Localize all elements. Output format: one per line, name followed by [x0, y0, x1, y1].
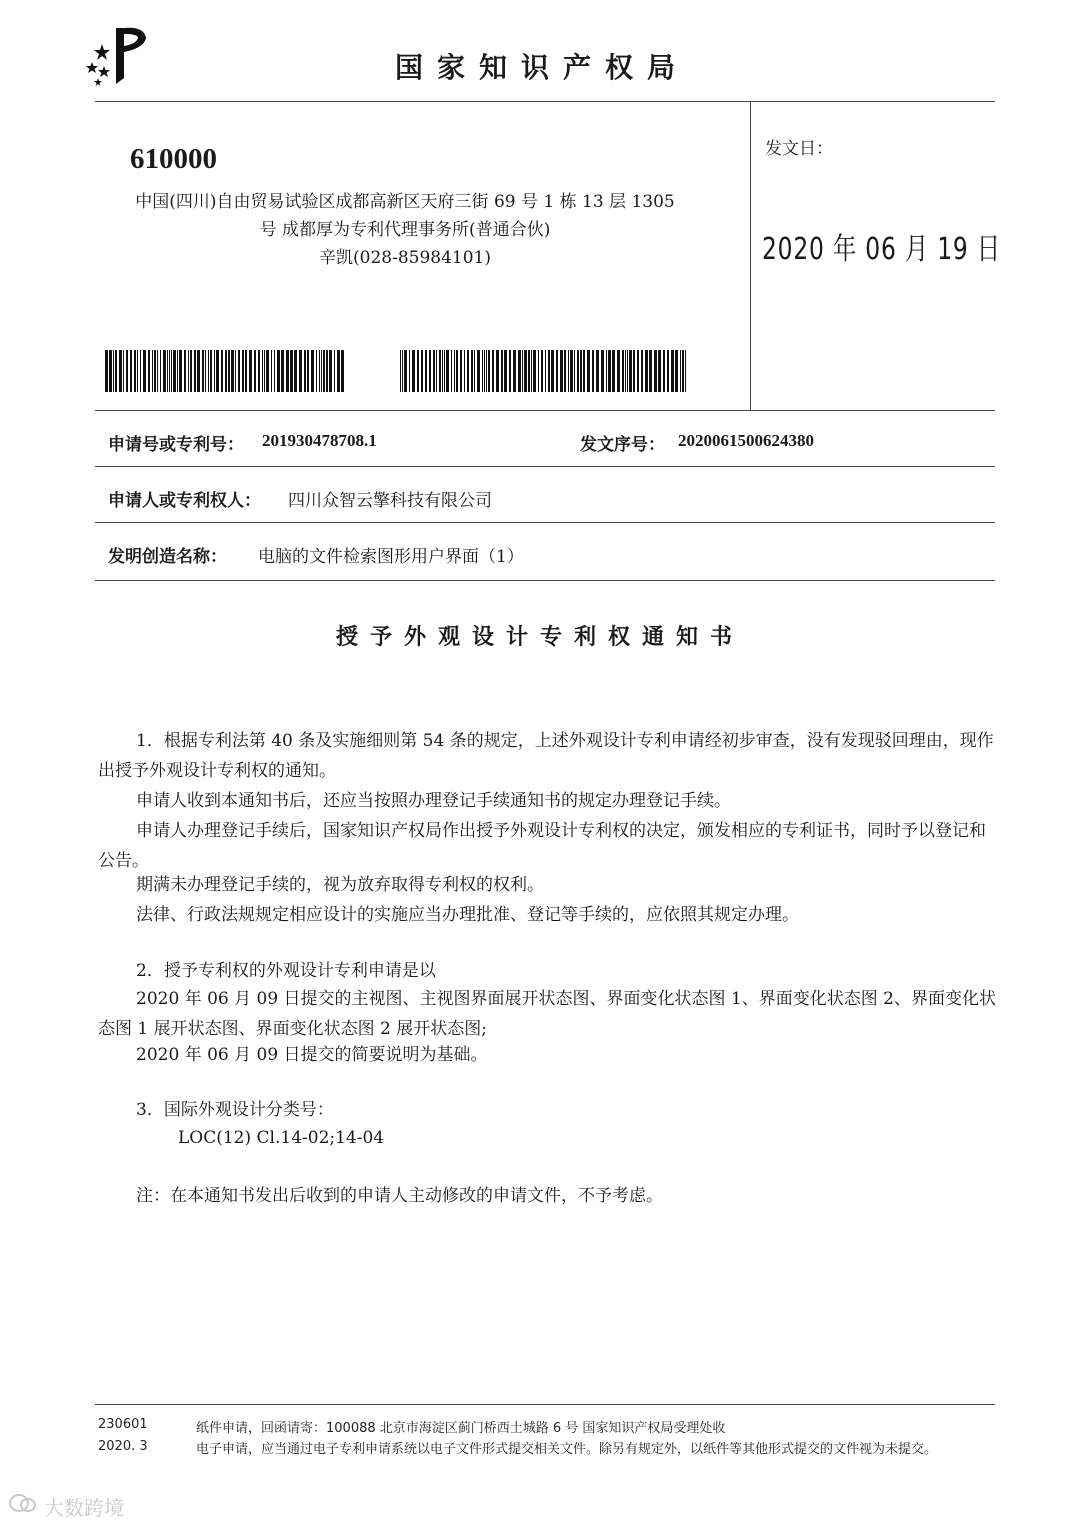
- classification-code: LOC(12) Cl.14-02;14-04: [178, 1128, 385, 1148]
- application-number: 201930478708.1: [262, 431, 377, 450]
- applicant-label: 申请人或专利权人：: [108, 491, 261, 511]
- divider-3: [95, 522, 995, 523]
- paragraph-4: 期满未办理登记手续的，视为放弃取得专利权的权利。: [136, 875, 544, 895]
- footer-divider: [95, 1404, 995, 1405]
- issue-date-label: 发文日：: [765, 139, 833, 159]
- address-line-1: 中国(四川)自由贸易试验区成都高新区天府三街 69 号 1 栋 13 层 1305: [135, 192, 675, 212]
- watermark: [8, 1492, 124, 1521]
- invention-title: 电脑的文件检索图形用户界面（1）: [258, 547, 524, 567]
- barcode-2: [400, 350, 688, 392]
- document-title: 授予外观设计专利权通知书: [335, 625, 744, 650]
- serial-number-label: 发文序号：: [580, 435, 665, 455]
- paragraph-2: 申请人收到本通知书后，还应当按照办理登记手续通知书的规定办理登记手续。: [136, 791, 731, 811]
- paragraph-5: 法律、行政法规规定相应设计的实施应当办理批准、登记等手续的，应依照其规定办理。: [136, 905, 799, 925]
- form-version: 2020. 3: [98, 1439, 148, 1454]
- footer-e-filing: 电子申请，应当通过电子专利申请系统以电子文件形式提交相关文件。除另有规定外，以纸件等其他形式提交的文件视为未提交。: [196, 1442, 938, 1457]
- invention-title-label: 发明创造名称：: [108, 547, 227, 567]
- header-divider: [95, 101, 995, 102]
- chat-bubble-icon: [8, 1492, 38, 1521]
- cnipa-logo-icon: [78, 22, 168, 92]
- paragraph-1: 1．根据专利法第 40 条及实施细则第 54 条的规定，上述外观设计专利申请经初步审查，没有发现驳回理由，现作出授予外观设计专利权的通知。: [98, 731, 994, 781]
- vertical-divider: [750, 102, 751, 410]
- divider-4: [95, 580, 995, 581]
- office-name: 国家知识产权局: [395, 51, 690, 84]
- address-line-3: 辛凯(028-85984101): [319, 248, 491, 268]
- barcode-1: [105, 350, 346, 392]
- serial-number: 2020061500624380: [678, 431, 814, 450]
- divider-2: [95, 466, 995, 467]
- note: 注：在本通知书发出后收到的申请人主动修改的申请文件，不予考虑。: [136, 1186, 663, 1206]
- application-number-label: 申请号或专利号：: [108, 435, 244, 455]
- postal-code: 610000: [130, 143, 217, 175]
- address-line-2: 号 成都厚为专利代理事务所(普通合伙): [259, 220, 551, 240]
- paragraph-6: 2．授予专利权的外观设计专利申请是以: [136, 961, 436, 981]
- paragraph-3: 申请人办理登记手续后，国家知识产权局作出授予外观设计专利权的决定，颁发相应的专利证书，同时予以登记和公告。: [98, 821, 986, 871]
- footer-paper-filing: 纸件申请，回函请寄：100088 北京市海淀区蓟门桥西土城路 6 号 国家知识产权局受理处收: [196, 1421, 726, 1436]
- issue-date: 2020 年 06 月 19 日: [762, 232, 1001, 267]
- paragraph-8: 2020 年 06 月 09 日提交的简要说明为基础。: [136, 1045, 488, 1065]
- paragraph-7: 2020 年 06 月 09 日提交的主视图、主视图界面展开状态图、界面变化状态图 1、界面变化状态图 2、界面变化状态图 1 展开状态图、界面变化状态图 2 展开状态图;: [98, 989, 996, 1039]
- watermark-text: 大数跨境: [44, 1496, 124, 1520]
- divider-1: [95, 410, 995, 411]
- paragraph-9: 3．国际外观设计分类号：: [136, 1100, 334, 1120]
- form-code: 230601: [98, 1417, 148, 1432]
- applicant-name: 四川众智云擎科技有限公司: [288, 491, 492, 511]
